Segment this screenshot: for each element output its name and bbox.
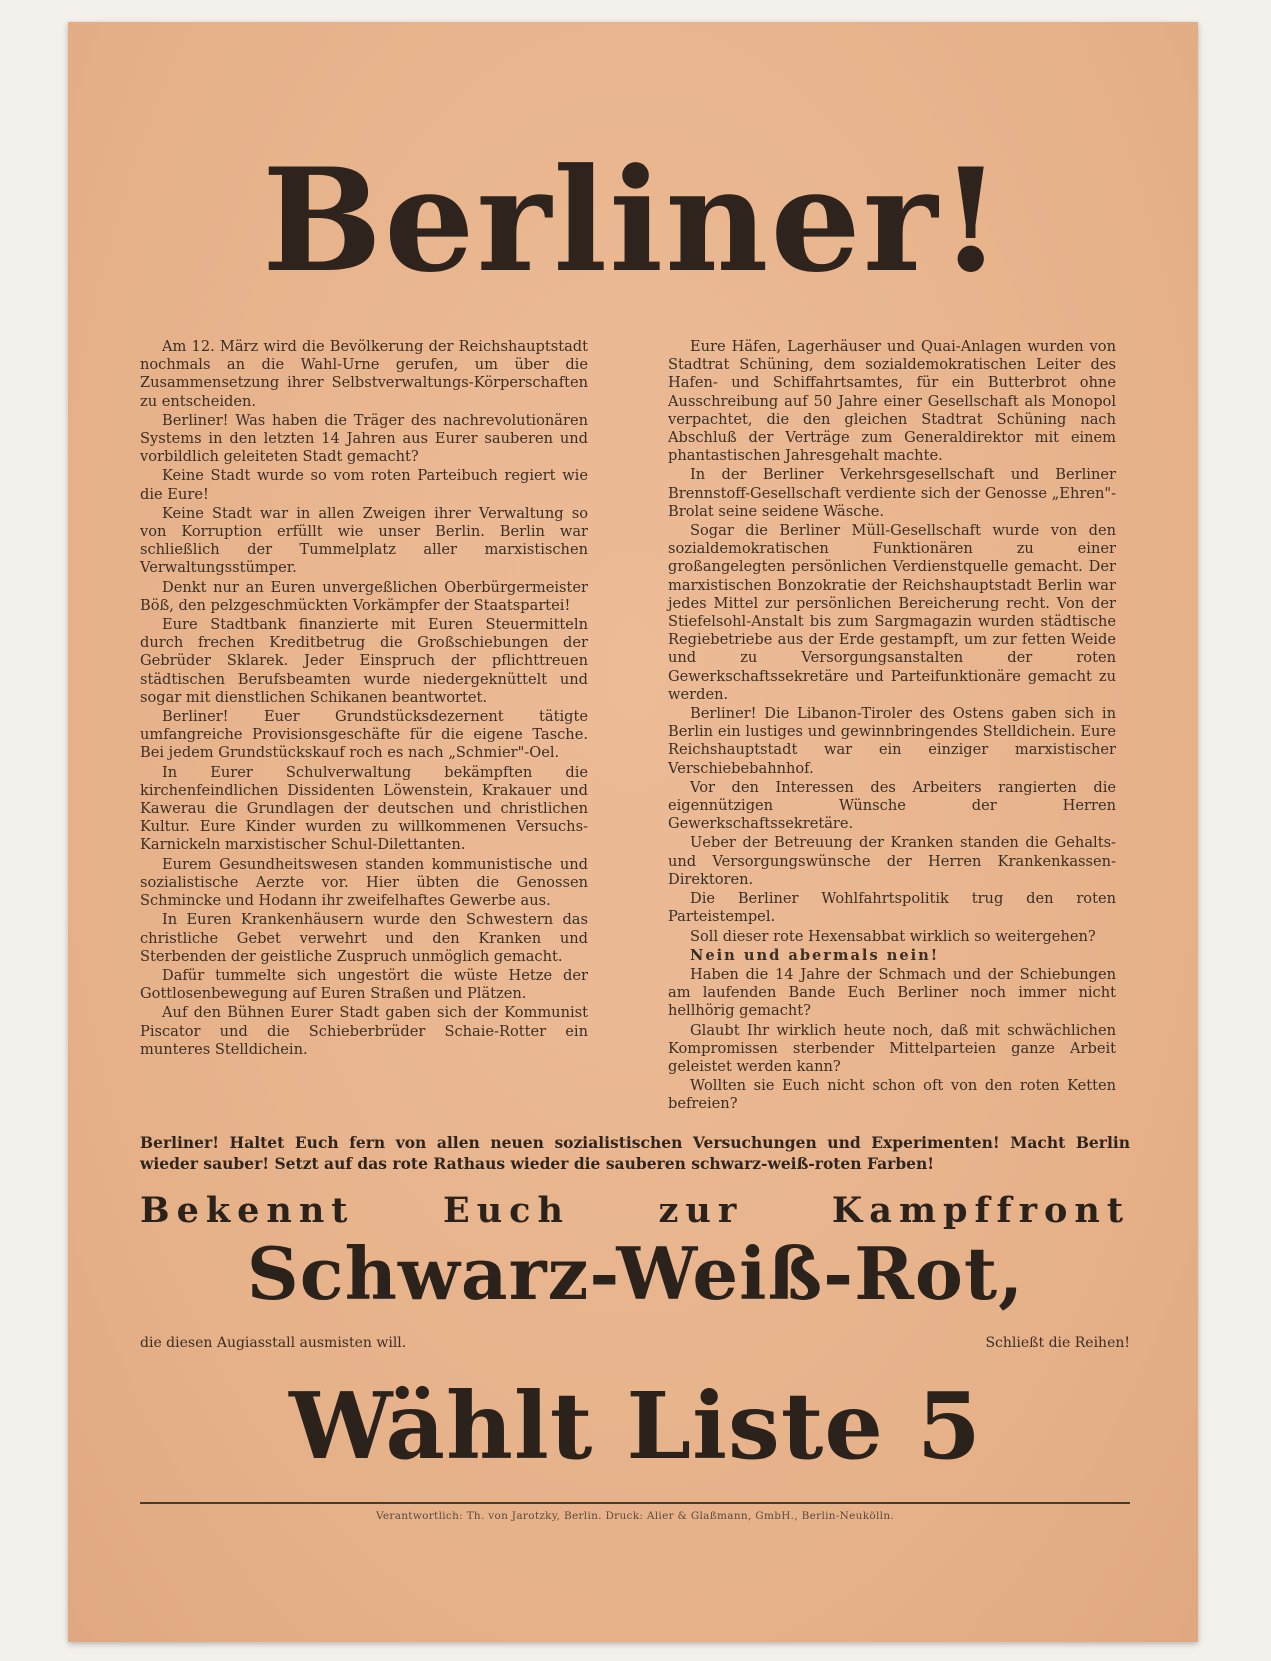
paragraph: Berliner! Euer Grundstücksdezernent tätigte umfangreiche Provisionsgeschäfte für die eigene Tasche. Bei jedem Grundstückskauf roch es nach „Schmier"-Oel. [140, 708, 588, 762]
paragraph: In Eurer Schulverwaltung bekämpften die kirchenfeindlichen Dissidenten Löwenstein, Krakauer und Kawerau die Grundlagen der deutschen und christlichen Kultur. Eure Kinder wurden zu willkommenen Versuchs-Karnickeln marxistischer Schul-Dilettanten. [140, 763, 588, 854]
appeal-paragraph: Berliner! Haltet Euch fern von allen neuen sozialistischen Versuchungen und Experimenten! Macht Berlin wieder sauber! Setzt auf das rote Rathaus wieder die sauberen schwarz-weiß-roten Farben! [140, 1133, 1130, 1173]
left-column [140, 338, 588, 1060]
colors-line: Schwarz-Weiß-Rot, [246, 1231, 1025, 1316]
paragraph: Am 12. März wird die Bevölkerung der Reichshauptstadt nochmals an die Wahl-Urne gerufen, um über die Zusammensetzung ihrer Selbstverwaltungs-Körperschaften zu entscheiden. [140, 338, 588, 410]
paragraph: Haben die 14 Jahre der Schmach und der Schiebungen am laufenden Bande Euch Berliner noch immer nicht hellhörig gemacht? [668, 965, 1116, 1020]
divider [140, 1502, 1130, 1504]
paragraph: Glaubt Ihr wirklich heute noch, daß mit schwächlichen Kompromissen sterbender Mittelparteien ganze Arbeit geleistet werden kann? [668, 1021, 1116, 1075]
paragraph: Wollten sie Euch nicht schon oft von den roten Ketten befreien? [668, 1077, 1116, 1113]
text-columns [140, 338, 1130, 1118]
paragraph: Sogar die Berliner Müll-Gesellschaft wurde von den sozialdemokratischen Funktionären zu einer großangelegten persönlichen Verdienstquelle gemacht. Der marxistischen Bonzokratie der Reichshauptstadt Berlin war jedes Mittel zur persönlichen Bereicherung recht. Von der Stiefelsohl-Anstalt bis zum Sargmagazin wurden städtische Regiebetriebe aus der Erde gestampft, um zur fetten Weide und zu Versorgungsanstalten der roten Gewerkschaftssekretäre und Parteifunktionäre gemacht zu werden. [668, 522, 1116, 703]
imprint: Verantwortlich: Th. von Jarotzky, Berlin. Druck: Alier & Glaßmann, GmbH., Berlin-Neukölln. [375, 1510, 895, 1522]
paragraph: Auf den Bühnen Eurer Stadt gaben sich der Kommunist Piscator und die Schieberbrüder Schaie-Rotter ein munteres Stelldichein. [140, 1004, 588, 1058]
subline [140, 1335, 1130, 1351]
paragraph: Ueber der Betreuung der Kranken standen die Gehalts- und Versorgungswünsche der Herren Krankenkassen-Direktoren. [668, 834, 1116, 888]
paragraph: Die Berliner Wohlfahrtspolitik trug den roten Parteistempel. [668, 890, 1116, 926]
paragraph: Berliner! Die Libanon-Tiroler des Ostens gaben sich in Berlin ein lustiges und gewinnbringendes Stelldichein. Eure Reichshauptstadt war ein einziger marxistischer Verschiebebahnhof. [668, 705, 1116, 777]
paragraph: Eure Häfen, Lagerhäuser und Quai-Anlagen wurden von Stadtrat Schüning, dem sozialdemokratischen Leiter des Hafen- und Schiffahrtsamtes, für ein Butterbrot ohne Ausschreibung auf 50 Jahre einer Gesellschaft als Monopol verpachtet, die den gleichen Stadtrat Schüning nach Abschluß der Verträge zum Generaldirektor mit einem phantastischen Jahresgehalt machte. [668, 338, 1116, 465]
paragraph: Eure Stadtbank finanzierte mit Euren Steuermitteln durch frechen Kreditbetrug die Großschiebungen der Gebrüder Sklarek. Jeder Einspruch der pflichttreuen städtischen Berufsbeamten wurde niedergeknüttelt und sogar mit dienstlichen Schikanen beantwortet. [140, 616, 588, 706]
paragraph: Eurem Gesundheitswesen standen kommunistische und sozialistische Aerzte vor. Hier übten die Genossen Schmincke und Hodann ihr zweifelhaftes Gewerbe aus. [140, 855, 588, 910]
paragraph: Keine Stadt wurde so vom roten Parteibuch regiert wie die Eure! [140, 467, 588, 503]
paragraph: Denkt nur an Euren unvergeßlichen Oberbürgermeister Böß, den pelzgeschmückten Vorkämpfer der Staatspartei! [140, 578, 588, 614]
paragraph: Vor den Interessen des Arbeiters rangierten die eigennützigen Wünsche der Herren Gewerkschaftssekretäre. [668, 778, 1116, 833]
headline: Berliner! [262, 138, 1004, 304]
paragraph: In Euren Krankenhäusern wurde den Schwestern das christliche Gebet verwehrt und den Kranken und Sterbenden der geistliche Zuspruch unmöglich gemacht. [140, 911, 588, 965]
subline-left: die diesen Augiasstall ausmisten will. [140, 1335, 407, 1351]
vote-line: Wählt Liste 5 [289, 1372, 982, 1480]
paragraph: Berliner! Was haben die Träger des nachrevolutionären Systems in den letzten 14 Jahren aus Eurer sauberen und vorbildlich geleiteten Stadt gemacht? [140, 411, 588, 466]
paragraph: In der Berliner Verkehrsgesellschaft und Berliner Brennstoff-Gesellschaft verdiente sich der Genosse „Ehren"-Brolat seine seidene Wäsche. [668, 466, 1116, 520]
subline-right: Schließt die Reihen! [985, 1335, 1130, 1351]
right-column [668, 338, 1116, 1115]
paragraph: Nein und abermals nein! [690, 946, 940, 964]
paragraph: Keine Stadt war in allen Zweigen ihrer Verwaltung so von Korruption erfüllt wie unser Berlin. Berlin war schließlich der Tummelplatz aller marxistischen Verwaltungsstümper. [140, 504, 588, 577]
slogan: Bekennt Euch zur Kampffront [140, 1190, 1130, 1231]
paragraph: Dafür tummelte sich ungestört die wüste Hetze der Gottlosenbewegung auf Euren Straßen und Plätzen. [140, 966, 588, 1003]
paragraph: Soll dieser rote Hexensabbat wirklich so weitergehen? [690, 927, 1096, 945]
